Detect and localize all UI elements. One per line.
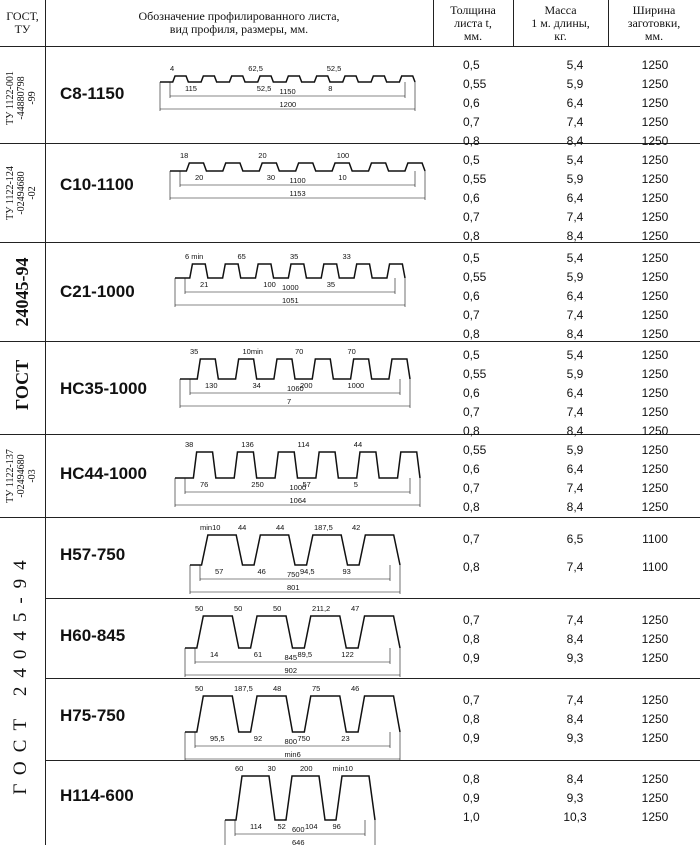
dimension-label: 18 — [180, 151, 189, 160]
dimension-label: 1064 — [289, 496, 307, 505]
profile-drawing — [140, 242, 440, 341]
dimension-label: 95,5 — [210, 734, 225, 743]
thickness-column-value: 0,6 — [463, 386, 480, 400]
dimension-label: 104 — [305, 822, 318, 831]
dimension-label: 35 — [190, 347, 199, 356]
dimension-label: 48 — [273, 684, 282, 693]
profile-name: Н114-600 — [60, 786, 134, 805]
mass-column-value: 7,4 — [566, 613, 584, 627]
thickness-column-value: 0,5 — [463, 251, 480, 265]
mass-column-value: 9,3 — [566, 651, 584, 665]
width-column-value: 1250 — [641, 424, 669, 438]
width-column-value: 1250 — [641, 386, 669, 400]
thickness-column — [463, 56, 523, 151]
width-column-value: 1250 — [641, 712, 669, 726]
thickness-column-value: 0,6 — [463, 462, 480, 476]
mass-column — [535, 691, 615, 748]
header-gost: ГОСТ, ТУ — [6, 9, 39, 36]
dimension-label: 35 — [326, 280, 336, 289]
width-column-value: 1250 — [641, 58, 669, 72]
mass-column-value: 5,4 — [566, 348, 584, 362]
thickness-column-value: 0,8 — [463, 229, 480, 243]
header-thickness: Толщина листа t, мм. — [450, 2, 496, 43]
mass-column-value: 5,9 — [566, 443, 584, 457]
dimension-label: 187,5 — [234, 684, 253, 693]
mass-column — [535, 346, 615, 441]
dimension-label: 1000 — [282, 283, 299, 292]
mass-column-value: 5,4 — [566, 58, 584, 72]
profile-name: С21-1000 — [60, 282, 135, 301]
thickness-column-value: 0,7 — [463, 532, 480, 546]
width-column-value: 1250 — [641, 500, 669, 514]
profile-shape — [185, 696, 400, 732]
dimension-label: 92 — [253, 734, 263, 743]
dimension-label: 35 — [290, 252, 299, 261]
thickness-column-value: 0,8 — [463, 772, 480, 786]
header-width: Ширина заготовки, мм. — [627, 2, 681, 43]
width-column — [610, 611, 700, 668]
dimension-label: 50 — [234, 604, 243, 613]
dimension-label: 44 — [276, 523, 285, 532]
profile-row — [45, 242, 700, 341]
profile-shape — [185, 616, 400, 648]
mass-column-value: 8,4 — [566, 327, 584, 341]
width-column-value: 1250 — [641, 791, 669, 805]
dimension-label: 38 — [185, 440, 194, 449]
dimension-label: 800 — [284, 737, 298, 746]
dimension-label: 20 — [195, 173, 204, 182]
thickness-column-value: 0,8 — [463, 500, 480, 514]
dimension-label: 65 — [237, 252, 246, 261]
dimension-label: 646 — [292, 838, 305, 845]
dimension-label: 1000 — [289, 483, 307, 492]
dimension-label: 200 — [300, 764, 313, 773]
mass-column — [535, 151, 615, 246]
width-column-value: 1250 — [641, 810, 669, 824]
mass-column-value: 10,3 — [563, 810, 587, 824]
width-column-value: 1250 — [641, 134, 669, 148]
profile-name: С10-1100 — [60, 175, 134, 194]
thickness-column — [463, 530, 523, 586]
mass-column-value: 7,4 — [566, 560, 584, 574]
dimension-label: 902 — [284, 666, 298, 675]
standard-label-5: ГОСТ 24045-94 — [10, 551, 31, 795]
mass-column-value: 6,4 — [566, 462, 584, 476]
dimension-label: 100 — [263, 280, 276, 289]
dimension-label: 96 — [332, 822, 341, 831]
mass-column — [535, 770, 615, 827]
dimension-label: 122 — [341, 650, 354, 659]
mass-column-value: 5,9 — [566, 367, 584, 381]
col-divider — [608, 0, 609, 46]
width-column-value: 1250 — [641, 651, 669, 665]
dimension-label: 1200 — [279, 100, 297, 109]
width-column-value: 1250 — [641, 270, 669, 284]
dimension-label: 34 — [252, 381, 261, 390]
dimension-label: 100 — [336, 151, 350, 160]
dimension-label: 20 — [258, 151, 267, 160]
dimension-label: 44 — [353, 440, 363, 449]
mass-column-value: 8,4 — [566, 424, 584, 438]
width-column — [610, 691, 700, 748]
thickness-column-value: 0,7 — [463, 308, 480, 322]
dimension-label: 845 — [284, 653, 298, 662]
mass-column-value: 6,4 — [566, 191, 584, 205]
thickness-column-value: 0,55 — [463, 270, 487, 284]
dimension-label: 136 — [241, 440, 254, 449]
width-column — [610, 441, 700, 517]
width-column-value: 1250 — [641, 481, 669, 495]
width-column — [610, 151, 700, 246]
dimension-label: 94,5 — [300, 567, 315, 576]
width-column-value: 1250 — [641, 229, 669, 243]
dimension-label: 10 — [338, 173, 347, 182]
thickness-column-value: 0,8 — [463, 712, 480, 726]
standard-label-3: 24045-94 — [12, 257, 32, 327]
thickness-column-value: 0,9 — [463, 651, 480, 665]
profile-row — [45, 143, 700, 242]
thickness-column — [463, 441, 523, 517]
dimension-label: 21 — [200, 280, 209, 289]
dimension-label: 801 — [287, 583, 300, 592]
dimension-label: 62,5 — [248, 64, 263, 73]
dimension-label: 4 — [170, 64, 175, 73]
dimension-label: min6 — [284, 750, 301, 759]
header-mass: Масса 1 м. длины, кг. — [531, 2, 590, 43]
width-column — [610, 56, 700, 151]
profile-shape — [225, 776, 375, 820]
width-column-value: 1250 — [641, 462, 669, 476]
width-column-value: 1250 — [641, 632, 669, 646]
width-column — [610, 346, 700, 441]
thickness-column-value: 0,8 — [463, 134, 480, 148]
dimension-label: 60 — [235, 764, 244, 773]
dimension-label: 600 — [292, 825, 305, 834]
dimension-label: 115 — [185, 84, 197, 93]
width-column-value: 1250 — [641, 115, 669, 129]
mass-column-value: 8,4 — [566, 712, 584, 726]
col-divider — [433, 0, 434, 46]
profile-drawing — [140, 143, 440, 242]
standard-label-4: ТУ 1122-137 -02494680 -03 — [5, 449, 38, 503]
mass-column-value: 7,4 — [566, 693, 584, 707]
mass-column-value: 6,4 — [566, 386, 584, 400]
width-column-value: 1250 — [641, 172, 669, 186]
dimension-label: 33 — [342, 252, 351, 261]
mass-column — [535, 441, 615, 517]
dimension-label: 200 — [300, 381, 313, 390]
dimension-label: 10min — [242, 347, 263, 356]
dimension-label: 50 — [195, 604, 204, 613]
width-column-value: 1250 — [641, 153, 669, 167]
mass-column — [535, 611, 615, 668]
profile-row — [45, 517, 700, 598]
profile-name: НС44-1000 — [60, 464, 147, 483]
dimension-label: 250 — [251, 480, 264, 489]
mass-column-value: 9,3 — [566, 791, 584, 805]
dimension-label: 114 — [297, 440, 310, 449]
thickness-column-value: 0,7 — [463, 613, 480, 627]
dimension-label: 5 — [353, 480, 358, 489]
mass-column — [535, 249, 615, 344]
thickness-column-value: 0,55 — [463, 172, 487, 186]
mass-column — [535, 530, 615, 586]
standard-label-3b: ГОСТ — [12, 359, 32, 411]
mass-column-value: 5,4 — [566, 153, 584, 167]
thickness-column-value: 0,55 — [463, 443, 487, 457]
thickness-column — [463, 249, 523, 344]
profile-name: Н60-845 — [60, 626, 126, 645]
mass-column-value: 7,4 — [566, 308, 584, 322]
thickness-column-value: 0,9 — [463, 791, 480, 805]
profile-row — [45, 341, 700, 438]
dimension-label: 30 — [267, 764, 276, 773]
profile-shape — [160, 76, 415, 82]
mass-column-value: 7,4 — [566, 481, 584, 495]
width-column — [610, 530, 700, 586]
dimension-label: 70 — [347, 347, 356, 356]
profile-drawing — [140, 598, 440, 678]
dimension-label: 76 — [200, 480, 209, 489]
mass-column-value: 6,5 — [566, 532, 584, 546]
dimension-label: 52,5 — [326, 64, 342, 73]
thickness-column-value: 0,7 — [463, 115, 480, 129]
width-column-value: 1250 — [641, 613, 669, 627]
dimension-label: 6 min — [185, 252, 204, 261]
thickness-column-value: 0,55 — [463, 77, 487, 91]
thickness-column-value: 0,7 — [463, 405, 480, 419]
thickness-column — [463, 346, 523, 441]
width-column-value: 1250 — [641, 210, 669, 224]
dimension-label: min10 — [200, 523, 221, 532]
mass-column-value: 5,9 — [566, 77, 584, 91]
thickness-column-value: 0,7 — [463, 693, 480, 707]
dimension-label: 114 — [250, 822, 262, 831]
profile-name: Н57-750 — [60, 545, 126, 564]
width-column-value: 1250 — [641, 443, 669, 457]
width-column-value: 1250 — [641, 731, 669, 745]
mass-column-value: 8,4 — [566, 632, 584, 646]
profile-shape — [190, 535, 400, 565]
width-column-value: 1250 — [641, 772, 669, 786]
thickness-column-value: 0,7 — [463, 210, 480, 224]
mass-column-value: 7,4 — [566, 115, 584, 129]
profile-shape — [175, 264, 405, 278]
dimension-label: 42 — [352, 523, 361, 532]
width-column-value: 1250 — [641, 77, 669, 91]
profile-row — [45, 598, 700, 678]
mass-column-value: 8,4 — [566, 772, 584, 786]
thickness-column — [463, 611, 523, 668]
dimension-label: 52,5 — [256, 84, 272, 93]
mass-column-value: 5,9 — [566, 270, 584, 284]
thickness-column-value: 0,6 — [463, 289, 480, 303]
profile-shape — [170, 163, 425, 171]
mass-column-value: 5,4 — [566, 251, 584, 265]
width-column-value: 1250 — [641, 693, 669, 707]
thickness-column-value: 0,6 — [463, 96, 480, 110]
thickness-column-value: 0,55 — [463, 367, 487, 381]
profile-row — [45, 434, 700, 517]
mass-column-value: 5,9 — [566, 172, 584, 186]
width-column-value: 1250 — [641, 405, 669, 419]
thickness-column-value: 0,5 — [463, 58, 480, 72]
thickness-column-value: 0,8 — [463, 424, 480, 438]
dimension-label: 23 — [341, 734, 350, 743]
dimension-label: 1153 — [289, 189, 306, 198]
mass-column-value: 9,3 — [566, 731, 584, 745]
profile-name: С8-1150 — [60, 84, 125, 103]
thickness-column-value: 0,6 — [463, 191, 480, 205]
thickness-column-value: 0,9 — [463, 731, 480, 745]
mass-column-value: 6,4 — [566, 289, 584, 303]
dimension-label: 57 — [302, 480, 311, 489]
thickness-column — [463, 151, 523, 246]
profile-row — [45, 678, 700, 760]
dimension-label: 46 — [257, 567, 266, 576]
dimension-label: 46 — [351, 684, 360, 693]
dimension-label: 44 — [238, 523, 247, 532]
dimension-label: 89,5 — [297, 650, 313, 659]
profile-drawing — [140, 760, 440, 845]
dimension-label: 130 — [205, 381, 218, 390]
width-column — [610, 770, 700, 827]
profile-row — [45, 46, 700, 148]
dimension-label: 30 — [266, 173, 276, 182]
col-divider — [513, 0, 514, 46]
mass-column-value: 8,4 — [566, 229, 584, 243]
width-column-value: 1100 — [642, 560, 668, 574]
width-column-value: 1250 — [641, 308, 669, 322]
dimension-label: 47 — [351, 604, 360, 613]
width-column-value: 1250 — [641, 327, 669, 341]
dimension-label: 1051 — [282, 296, 299, 305]
width-column-value: 1250 — [641, 191, 669, 205]
mass-column-value: 8,4 — [566, 500, 584, 514]
profile-name: НС35-1000 — [60, 379, 147, 398]
width-column-value: 1250 — [641, 251, 669, 265]
mass-column — [535, 56, 615, 151]
profile-row — [45, 760, 700, 845]
thickness-column-value: 0,5 — [463, 348, 480, 362]
header-designation: Обозначение профилированного листа, вид профиля, размеры, мм. — [138, 9, 340, 36]
dimension-label: 50 — [195, 684, 204, 693]
dimension-label: 187,5 — [314, 523, 333, 532]
mass-column-value: 7,4 — [566, 210, 584, 224]
dimension-label: 52 — [277, 822, 286, 831]
dimension-label: 7 — [287, 397, 292, 406]
profile-name: Н75-750 — [60, 706, 126, 725]
profile-drawing — [140, 678, 440, 760]
dimension-label: 70 — [295, 347, 304, 356]
dimension-label: 1100 — [289, 176, 306, 185]
width-column-value: 1250 — [641, 367, 669, 381]
dimension-label: 50 — [273, 604, 282, 613]
width-column-value: 1250 — [641, 96, 669, 110]
thickness-column — [463, 770, 523, 827]
profile-shape — [180, 359, 410, 379]
thickness-column-value: 0,8 — [463, 560, 480, 574]
thickness-column-value: 1,0 — [463, 810, 480, 824]
profile-shape — [175, 452, 420, 478]
dimension-label: 14 — [210, 650, 219, 659]
standard-label-2: ТУ 1122-124 -02494680 -02 — [5, 166, 38, 220]
mass-column-value: 6,4 — [566, 96, 584, 110]
dimension-label: 93 — [342, 567, 351, 576]
dimension-label: 211,2 — [312, 604, 331, 613]
dimension-label: 1060 — [287, 384, 304, 393]
dimension-label: 57 — [215, 567, 224, 576]
standard-label-1: ТУ 1122-001 -44880798 -99 — [5, 71, 38, 125]
profile-drawing — [140, 341, 440, 434]
width-column-value: 1250 — [641, 289, 669, 303]
dimension-label: 1000 — [347, 381, 365, 390]
profile-drawing — [140, 434, 440, 517]
width-column — [610, 249, 700, 344]
thickness-column — [463, 691, 523, 748]
thickness-column-value: 0,8 — [463, 327, 480, 341]
dimension-label: 750 — [297, 734, 311, 743]
profile-drawing — [140, 517, 440, 598]
dimension-label: 61 — [253, 650, 263, 659]
dimension-label: 75 — [312, 684, 321, 693]
width-column-value: 1250 — [641, 348, 669, 362]
mass-column-value: 8,4 — [566, 134, 584, 148]
thickness-column-value: 0,7 — [463, 481, 480, 495]
width-column-value: 1100 — [642, 532, 668, 546]
thickness-column-value: 0,5 — [463, 153, 480, 167]
thickness-column-value: 0,8 — [463, 632, 480, 646]
dimension-label: 750 — [287, 570, 300, 579]
dimension-label: 8 — [328, 84, 333, 93]
dimension-label: min10 — [332, 764, 353, 773]
profile-drawing — [140, 46, 440, 143]
dimension-label: 1150 — [279, 87, 296, 96]
mass-column-value: 7,4 — [566, 405, 584, 419]
